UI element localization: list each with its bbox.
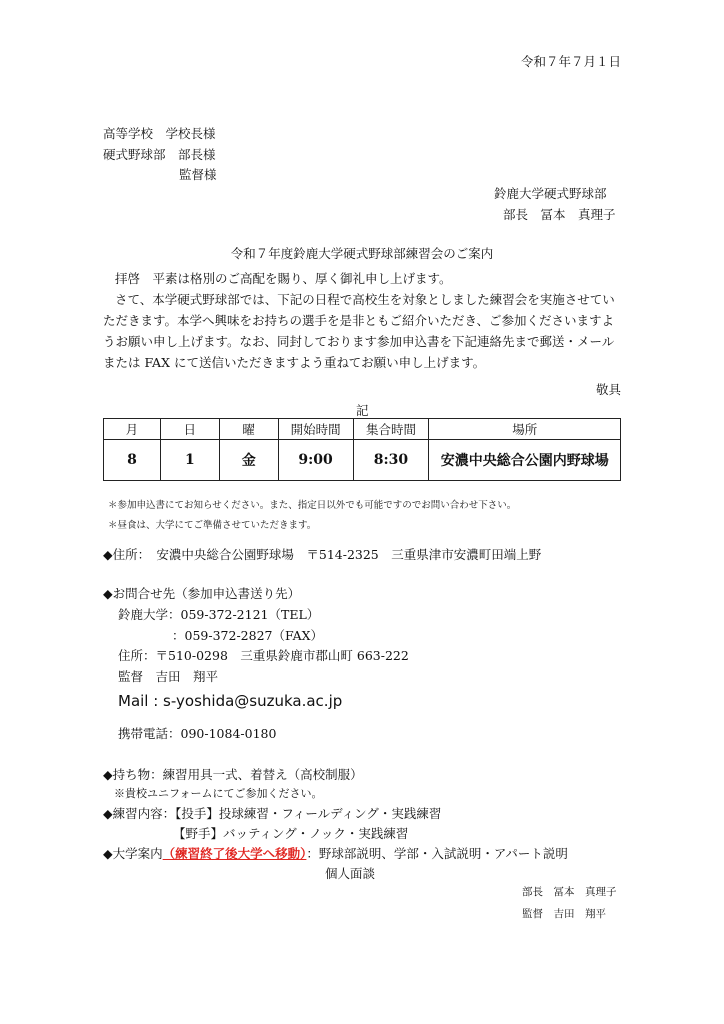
header-meet-time: 集合時間 [353,419,429,440]
letter-title: 令和７年度鈴鹿大学硬式野球部練習会のご案内 [230,246,494,261]
contact-heading: ◆お問合せ先（参加申込書送り先） [103,586,301,601]
univ-interview: 個人面談 [325,866,376,881]
signature-head: 部長 冨本 真理子 [522,886,617,898]
value-meet-time: 8:30 [353,440,429,481]
value-weekday: 金 [219,440,278,481]
belongings-note: ※貴校ユニフォームにてご参加ください。 [114,787,323,800]
university-guide [103,844,568,862]
contact-mail[interactable]: Mail : s-yoshida@suzuka.ac.jp [118,692,343,710]
contact-tel: 鈴鹿大学：059-372-2121（TEL） [118,607,320,622]
header-day: 日 [160,419,219,440]
body-line-2: さて、本学硬式野球部では、下記の日程で高校生を対象としました練習会を実施させてい [115,292,615,307]
recipient-principal: 高等学校 学校長様 [103,126,216,141]
value-day: 1 [160,440,219,481]
contact-coach: 監督 吉田 翔平 [118,669,219,684]
schedule-table [103,418,621,481]
recipient-club-head: 硬式野球部 部長様 [103,147,216,162]
header-month: 月 [104,419,161,440]
note-application: ＊参加申込書にてお知らせください。また、指定日以外でも可能ですのでお問い合わせ下さい。 [108,500,517,511]
header-start-time: 開始時間 [278,419,353,440]
sender-org: 鈴鹿大学硬式野球部 [494,186,607,201]
univ-move-note: （練習終了後大学へ移動） [162,846,307,861]
header-weekday: 曜 [219,419,278,440]
closing-keigu: 敬具 [595,382,621,397]
venue-address: ◆住所： 安濃中央総合公園野球場 〒514‐2325 三重県津市安濃町田端上野 [103,547,542,562]
letter-date: 令和７年７月１日 [520,54,621,69]
contact-mobile: 携帯電話：090-1084-0180 [118,726,277,741]
body-line-5: または FAX にて送信いただきますよう重ねてお願い申し上げます。 [103,355,486,370]
ki-marker: 記 [356,403,369,418]
value-place: 安濃中央総合公園内野球場 [429,440,621,481]
body-line-3: ただきます。本学へ興味をお持ちの選手を是非ともご紹介いただき、ご参加くださいますよ [103,313,615,328]
recipient-coach: 監督様 [179,167,217,182]
practice-pitchers: ◆練習内容：【投手】投球練習・フィールディング・実践練習 [103,806,442,821]
sender-name: 部長 冨本 真理子 [503,207,616,222]
univ-prefix: ◆大学案内 [103,846,163,861]
signature-coach: 監督 吉田 翔平 [522,908,606,920]
belongings: ◆持ち物：練習用具一式、着替え（高校制服） [103,767,363,782]
value-start-time: 9:00 [278,440,353,481]
univ-suffix: ：野球部説明、学部・入試説明・アパート説明 [306,846,568,861]
contact-fax: ：059-372-2827（FAX） [172,628,323,643]
header-place: 場所 [429,419,621,440]
schedule-header-row [104,419,621,440]
contact-address: 住所：〒510-0298 三重県鈴鹿市郡山町 663-222 [118,648,409,663]
letter-body [103,268,621,373]
value-month: 8 [104,440,161,481]
note-lunch: ＊昼食は、大学にてご準備させていただきます。 [108,520,317,531]
schedule-value-row [104,440,621,481]
body-line-4: うお願い申し上げます。なお、同封しております参加申込書を下記連絡先まで郵送・メール [103,334,615,349]
practice-fielders: 【野手】バッティング・ノック・実践練習 [173,826,409,841]
body-line-1: 拝啓 平素は格別のご高配を賜り、厚く御礼申し上げます。 [115,271,452,286]
